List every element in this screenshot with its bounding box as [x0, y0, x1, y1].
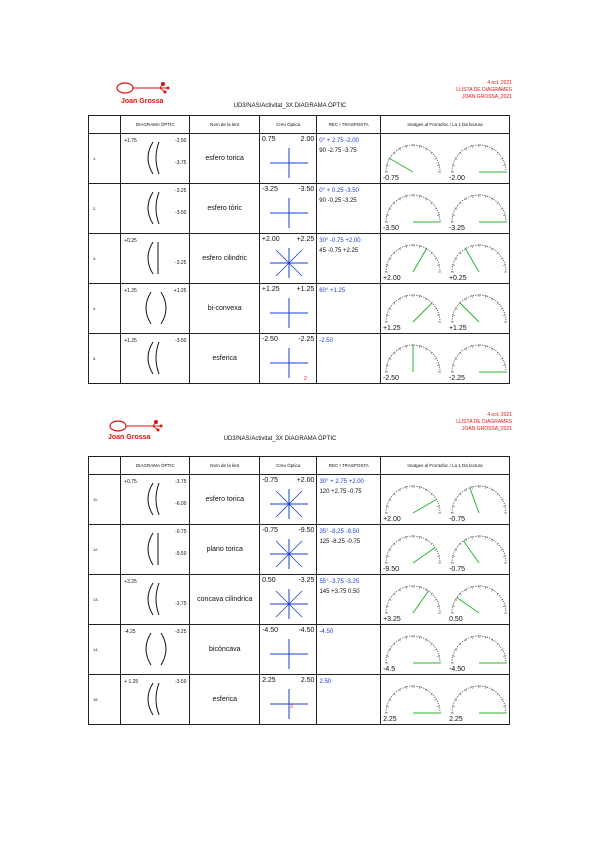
recipe-line-1: 0° + 2.75 -2.00	[319, 138, 359, 144]
lens-name: esfero cilindric	[190, 234, 259, 284]
gauge-right	[449, 679, 511, 721]
col-header-num	[89, 457, 121, 475]
cross-power-2: 2.00	[300, 136, 315, 143]
lens-name: bi-convexa	[190, 284, 259, 334]
row-number: 13.	[89, 575, 121, 625]
gauge-right	[449, 529, 511, 571]
row-number: 12.	[89, 525, 121, 575]
cross-power-2: -9.50	[298, 527, 315, 534]
frontofocometer-images	[380, 134, 509, 184]
col-header-name: Nom de la lent	[190, 116, 259, 134]
cross-power-2: -2.25	[298, 336, 315, 343]
row-number: 1.	[89, 134, 121, 184]
optic-cross	[260, 525, 317, 575]
gauge-right	[449, 138, 511, 180]
gauge-left-value: -4.5	[383, 666, 396, 673]
header-right	[456, 412, 512, 433]
recipe-line-2: 45 -0.75 +2.25	[319, 248, 359, 254]
table-row	[89, 675, 510, 725]
gauge-left-value: +3.25	[383, 616, 401, 623]
gauge-left-value: +2.00	[382, 275, 401, 282]
gauge-left	[383, 338, 445, 380]
lens-profile	[139, 679, 173, 721]
table-row	[89, 575, 510, 625]
recipe-line-1: 0° + 0.25 -3.50	[319, 188, 359, 194]
header-list: LLISTA DE DIAGRAMES	[456, 87, 512, 93]
diagram-back-power: -2.50	[175, 138, 187, 144]
col-header-images: Imatges al Frontofoc / La 1 Da lectura	[380, 116, 509, 134]
optic-cross	[259, 234, 316, 284]
diagram-back-power: -3.25	[175, 188, 187, 194]
gauge-right-value: +1.25	[448, 325, 467, 332]
recipe-line-2: 90 -2.75 -3.75	[319, 148, 357, 154]
optic-diagram	[121, 575, 190, 625]
recipe-line-1: 2.50	[319, 679, 332, 685]
gauge-right-value: +0.25	[448, 275, 467, 282]
header-author: JOAN GROSSA_2021	[461, 94, 512, 100]
lens-profile	[139, 338, 173, 380]
col-header-cross: Creu Òptica	[259, 116, 316, 134]
optic-diagram	[121, 284, 190, 334]
lens-name: esfero tòric	[190, 184, 259, 234]
cross-power-1: +1.25	[261, 286, 280, 293]
diagram-back-power: -3.25	[175, 629, 187, 635]
row-number: 3.	[89, 234, 121, 284]
recipe-transposition	[317, 625, 381, 675]
recipe-line-1: -2.50	[319, 338, 333, 344]
lens-profile	[139, 138, 173, 180]
gauge-left	[383, 138, 445, 180]
cross-power-1: 2.25	[262, 677, 276, 684]
lens-profile	[139, 629, 173, 671]
cross-drawing	[264, 485, 314, 525]
recipe-transposition	[317, 675, 381, 725]
row-number: 11.	[89, 475, 121, 525]
diagram-front-power: + 1.25	[124, 679, 139, 685]
frontofocometer-images	[380, 184, 509, 234]
diagram-back-power-2: -3.25	[175, 260, 187, 266]
col-header-rec: REC I TRASPOSTA	[317, 457, 381, 475]
optic-cross	[260, 675, 317, 725]
header-author: JOAN GROSSA_2021	[461, 426, 512, 432]
optic-diagram	[121, 334, 190, 384]
gauge-left	[383, 679, 445, 721]
page-title: UD3/NAS/Activitat_3X DIAGRAMA ÒPTIC	[233, 103, 347, 109]
header-list: LLISTA DE DIAGRAMES	[456, 419, 512, 425]
frontofocometer-images	[380, 234, 509, 284]
page-1	[0, 0, 600, 420]
header-right	[456, 80, 512, 101]
page-title: UD3/NAS/Activitat_3X DIAGRAMA ÒPTIC	[223, 436, 337, 442]
recipe-line-2: 120 +2.75 -0.75	[319, 489, 362, 495]
diagram-back-power: -3.75	[175, 479, 187, 485]
col-header-cross: Creu Òptica	[260, 457, 317, 475]
frontofocometer-images	[381, 525, 510, 575]
optic-diagram	[121, 625, 190, 675]
optic-cross	[259, 184, 316, 234]
lens-name: bicòncava	[190, 625, 260, 675]
diagram-back-power-2: -6.00	[175, 501, 187, 507]
optic-cross	[260, 475, 317, 525]
recipe-transposition	[317, 475, 381, 525]
gauge-right	[449, 479, 511, 521]
table-row	[89, 625, 510, 675]
gauge-right	[449, 579, 511, 621]
diagram-back-power: -0.75	[175, 529, 187, 535]
diagram-back-power: -3.50	[175, 679, 187, 685]
col-header-rec: REC I TRASPOSTA	[317, 116, 381, 134]
cross-power-1: -0.75	[262, 477, 279, 484]
table-row	[89, 525, 510, 575]
table-row	[89, 334, 510, 384]
gauge-right	[449, 188, 511, 230]
cross-power-2: +2.25	[296, 236, 315, 243]
gauge-right-value: 0.50	[449, 616, 463, 623]
table-row	[89, 234, 510, 284]
cross-drawing	[264, 535, 314, 575]
cross-drawing	[264, 144, 314, 184]
recipe-line-1: 35° -8.25 -9.50	[319, 529, 360, 535]
gauge-left	[383, 529, 445, 571]
recipe-line-1: 55° -3.75 -3.25	[319, 579, 360, 585]
col-header-images: Imatges al Frontofoc / La 1 Da lectura	[381, 457, 510, 475]
frontofocometer-images	[381, 475, 510, 525]
gauge-left-value: +1.25	[382, 325, 401, 332]
optic-cross	[260, 575, 317, 625]
cross-drawing	[264, 635, 314, 675]
cross-drawing	[264, 244, 314, 284]
diagram-front-power: +1.75	[124, 138, 137, 144]
lens-name: esfero torica	[190, 134, 259, 184]
frontofocometer-images	[381, 625, 510, 675]
gauge-left	[383, 188, 445, 230]
page-number: 3	[290, 704, 293, 710]
lens-profile	[139, 579, 173, 621]
header-date: 4 oct. 2021	[487, 412, 512, 418]
lens-profile	[139, 479, 173, 521]
frontofocometer-images	[381, 575, 510, 625]
recipe-transposition	[317, 234, 381, 284]
cross-power-1: 0.50	[262, 577, 276, 584]
page-number: 2	[304, 376, 307, 382]
cross-power-2: +1.25	[296, 286, 315, 293]
recipe-line-1: 60° +1.25	[319, 288, 346, 294]
gauge-right-value: -2.25	[448, 375, 465, 382]
gauge-left-value: -9.50	[383, 566, 400, 573]
gauge-right-value: -2.00	[448, 175, 465, 182]
gauge-right	[449, 238, 511, 280]
gauge-left	[383, 238, 445, 280]
cross-power-2: -3.50	[298, 186, 315, 193]
recipe-line-1: 30° + 2.75 +2.00	[319, 479, 364, 485]
gauge-right-value: 2.25	[449, 716, 463, 723]
optic-diagram	[121, 525, 190, 575]
lens-profile	[139, 238, 173, 280]
row-number: 4.	[89, 284, 121, 334]
cross-drawing	[264, 585, 314, 625]
lens-name: plano torica	[190, 525, 260, 575]
gauge-right-value: -3.25	[448, 225, 465, 232]
recipe-line-2: 145 +3.75 0.50	[319, 589, 360, 595]
cross-power-2: -3.25	[298, 577, 315, 584]
cross-power-1: -2.50	[261, 336, 278, 343]
optic-cross	[259, 284, 316, 334]
col-header-diagram: DIAGRAMA ÒPTIC	[121, 116, 190, 134]
optic-diagram	[121, 134, 190, 184]
recipe-transposition	[317, 575, 381, 625]
recipe-transposition	[317, 284, 381, 334]
lens-name: esferica	[190, 675, 260, 725]
cross-power-1: -0.75	[262, 527, 279, 534]
gauge-right-value: -0.75	[449, 566, 466, 573]
cross-power-1: 0.75	[261, 136, 276, 143]
diagram-front-power: +0.25	[124, 238, 137, 244]
lens-profile	[139, 529, 173, 571]
row-number: 14.	[89, 625, 121, 675]
recipe-transposition	[317, 334, 381, 384]
logo	[108, 416, 168, 449]
diagram-back-power-2: -3.75	[175, 601, 187, 607]
cross-power-1: +2.00	[261, 236, 280, 243]
cross-power-2: -4.50	[298, 627, 315, 634]
optic-cross	[259, 334, 316, 384]
cross-drawing	[264, 294, 314, 334]
diagram-back-power-2: -3.50	[175, 210, 187, 216]
diagram-front-power: +3.25	[124, 579, 137, 585]
table-row	[89, 475, 510, 525]
gauge-left-value: 2.25	[383, 716, 397, 723]
diagram-back-power-2: -3.75	[175, 160, 187, 166]
optic-diagram	[121, 675, 190, 725]
gauge-right-value: -0.75	[449, 516, 466, 523]
gauge-left-value: -3.50	[382, 225, 399, 232]
diagram-table	[88, 115, 510, 384]
optic-cross	[260, 625, 317, 675]
gauge-left	[383, 579, 445, 621]
table-row	[89, 184, 510, 234]
cross-drawing	[264, 194, 314, 234]
cross-power-1: -4.50	[262, 627, 279, 634]
lens-profile	[139, 288, 173, 330]
gauge-left	[383, 629, 445, 671]
row-number: 15.	[89, 675, 121, 725]
logo-text: Joan Grossa	[121, 98, 164, 105]
gauge-left-value: -0.75	[382, 175, 399, 182]
frontofocometer-images	[380, 284, 509, 334]
table-row	[89, 134, 510, 184]
col-header-name: Nom de la lent	[190, 457, 260, 475]
diagram-back-power-2: -9.50	[175, 551, 187, 557]
frontofocometer-images	[380, 334, 509, 384]
row-number: 5.	[89, 334, 121, 384]
recipe-line-1: 30° -0.75 +2.00	[319, 238, 361, 244]
row-number: 2.	[89, 184, 121, 234]
optic-cross	[259, 134, 316, 184]
logo	[115, 78, 175, 111]
cross-power-1: -3.25	[261, 186, 278, 193]
optic-diagram	[121, 234, 190, 284]
lens-profile	[139, 188, 173, 230]
diagram-front-power: +1.25	[124, 338, 137, 344]
recipe-line-2: 90 -0.25 -3.25	[319, 198, 357, 204]
optic-diagram	[121, 184, 190, 234]
diagram-back-power: +1.25	[173, 288, 187, 294]
gauge-right-value: -4.50	[449, 666, 466, 673]
recipe-transposition	[317, 525, 381, 575]
gauge-left	[383, 479, 445, 521]
diagram-front-power: +0.75	[124, 479, 137, 485]
cross-power-2: +2.00	[296, 477, 315, 484]
diagram-front-power: +1.25	[124, 288, 137, 294]
frontofocometer-images	[381, 675, 510, 725]
diagram-back-power: -3.50	[175, 338, 187, 344]
diagram-table	[88, 456, 510, 725]
recipe-transposition	[317, 134, 381, 184]
recipe-transposition	[317, 184, 381, 234]
gauge-right	[449, 288, 511, 330]
header-date: 4 oct. 2021	[487, 80, 512, 86]
gauge-right	[449, 629, 511, 671]
diagram-front-power: -4.25	[124, 629, 136, 635]
col-header-diagram: DIAGRAMA ÒPTIC	[121, 457, 190, 475]
lens-name: esfero torica	[190, 475, 260, 525]
optic-diagram	[121, 475, 190, 525]
table-row	[89, 284, 510, 334]
gauge-left-value: -2.50	[382, 375, 399, 382]
recipe-line-2: 125 -8.25 -0.75	[319, 539, 361, 545]
lens-name: concava cilindrica	[190, 575, 260, 625]
gauge-right	[449, 338, 511, 380]
col-header-num	[89, 116, 121, 134]
cross-power-2: 2.50	[300, 677, 315, 684]
recipe-line-1: -4.50	[319, 629, 334, 635]
gauge-left-value: +2.00	[383, 516, 401, 523]
lens-name: esferica	[190, 334, 259, 384]
logo-text: Joan Grossa	[108, 434, 151, 441]
gauge-left	[383, 288, 445, 330]
page-2	[0, 410, 600, 848]
